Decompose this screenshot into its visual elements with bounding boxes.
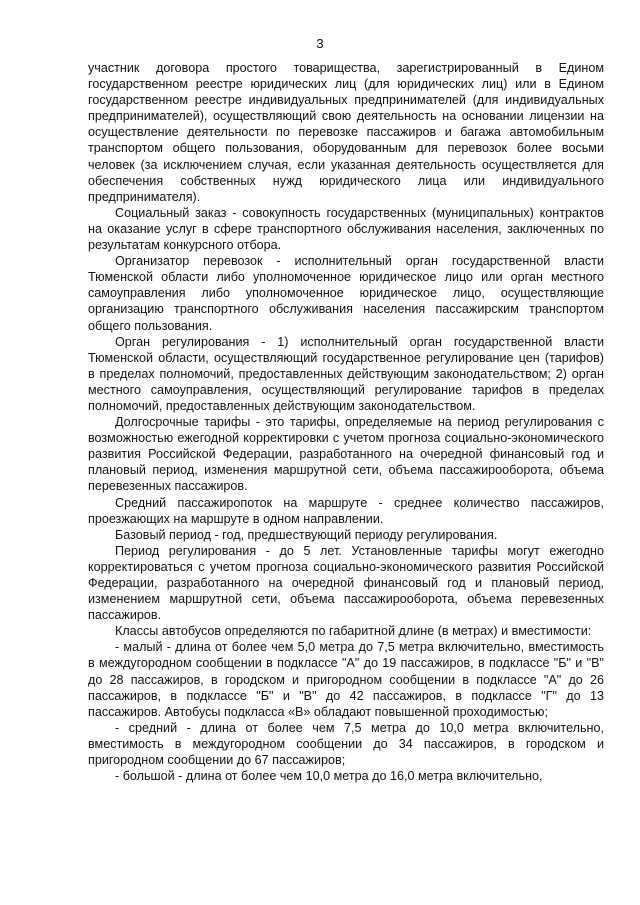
- paragraph-regulation-period: Период регулирования - до 5 лет. Установленные тарифы могут ежегодно корректироваться с учетом прогноза социально-экономического развития Российской Федерации, разработанного на очередной финансовый год и плановый период, изменением маршрутной сети, объема пассажирооборота, объема перевезенных пассажиров.: [88, 543, 604, 623]
- document-body: [88, 60, 604, 784]
- paragraph-large-bus: - большой - длина от более чем 10,0 метра до 16,0 метра включительно,: [115, 769, 543, 784]
- paragraph-base-period: Базовый период - год, предшествующий периоду регулирования.: [115, 527, 498, 542]
- paragraph-social-order: Социальный заказ - совокупность государственных (муниципальных) контрактов на оказание услуг в сфере транспортного обслуживания населения, заключенных по результатам конкурсного отбора.: [88, 205, 604, 253]
- paragraph-bus-classes: Классы автобусов определяются по габаритной длине (в метрах) и вместимости:: [115, 624, 592, 639]
- paragraph-small-bus: - малый - длина от более чем 5,0 метра до 7,5 метра включительно, вместимость в междугородном сообщении в подклассе "А" до 19 пассажиров, в подклассе "Б" и "В" до 28 пассажиров, в городском и пригородном сообщении в подклассе "А" до 26 пассажиров, в подклассе "Б" и "В" до 42 пассажиров, в подклассе "Г" до 13 пассажиров. Автобусы подкласса «В» обладают повышенной проходимостью;: [88, 640, 604, 719]
- paragraph-long-term-tariffs: Долгосрочные тарифы - это тарифы, определяемые на период регулирования с возможностью ежегодной корректировки с учетом прогноза социально-экономического развития Российской Федерации, разработанного на очередной финансовый год и плановый период, изменения маршрутной сети, объема пассажирооборота, объема перевезенных пассажиров.: [88, 415, 604, 494]
- paragraph-regulatory-body: Орган регулирования - 1) исполнительный орган государственной власти Тюменской области, осуществляющий государственное регулирование цен (тарифов) в пределах полномочий, предоставленных действующим законодательством; 2) орган местного самоуправления, осуществляющий регулирование тарифов в пределах полномочий, предоставленных действующим законодательством.: [88, 334, 604, 413]
- page-number: 3: [316, 36, 324, 51]
- paragraph-medium-bus: - средний - длина от более чем 7,5 метра до 10,0 метра включительно, вместимость в междугородном сообщении до 34 пассажиров, в городском и пригородном сообщении до 67 пассажиров;: [88, 720, 604, 768]
- paragraph-transport-organizer: Организатор перевозок - исполнительный орган государственной власти Тюменской области либо уполномоченное юридическое лицо или орган местного самоуправления либо уполномоченное юридическое лицо, осуществляющие организацию транспортного обслуживания населения пассажирским транспортом общего пользования.: [88, 254, 604, 333]
- paragraph-participant-definition: участник договора простого товарищества, зарегистрированный в Едином государственном реестре юридических лиц (для юридических лиц) или в Едином государственном реестре индивидуальных предпринимателей (для индивидуальных предпринимателей), осуществляющий свою деятельность на основании лицензии на осуществление деятельности по перевозке пассажиров и багажа автомобильным транспортом общего пользования, оборудованным для перевозок более восьми человек (за исключением случая, если указанная деятельность осуществляется для обеспечения собственных нужд юридического лица или индивидуального предпринимателя).: [88, 61, 604, 204]
- paragraph-average-passenger-flow: Средний пассажиропоток на маршруте - среднее количество пассажиров, проезжающих на маршруте в одном направлении.: [88, 495, 604, 526]
